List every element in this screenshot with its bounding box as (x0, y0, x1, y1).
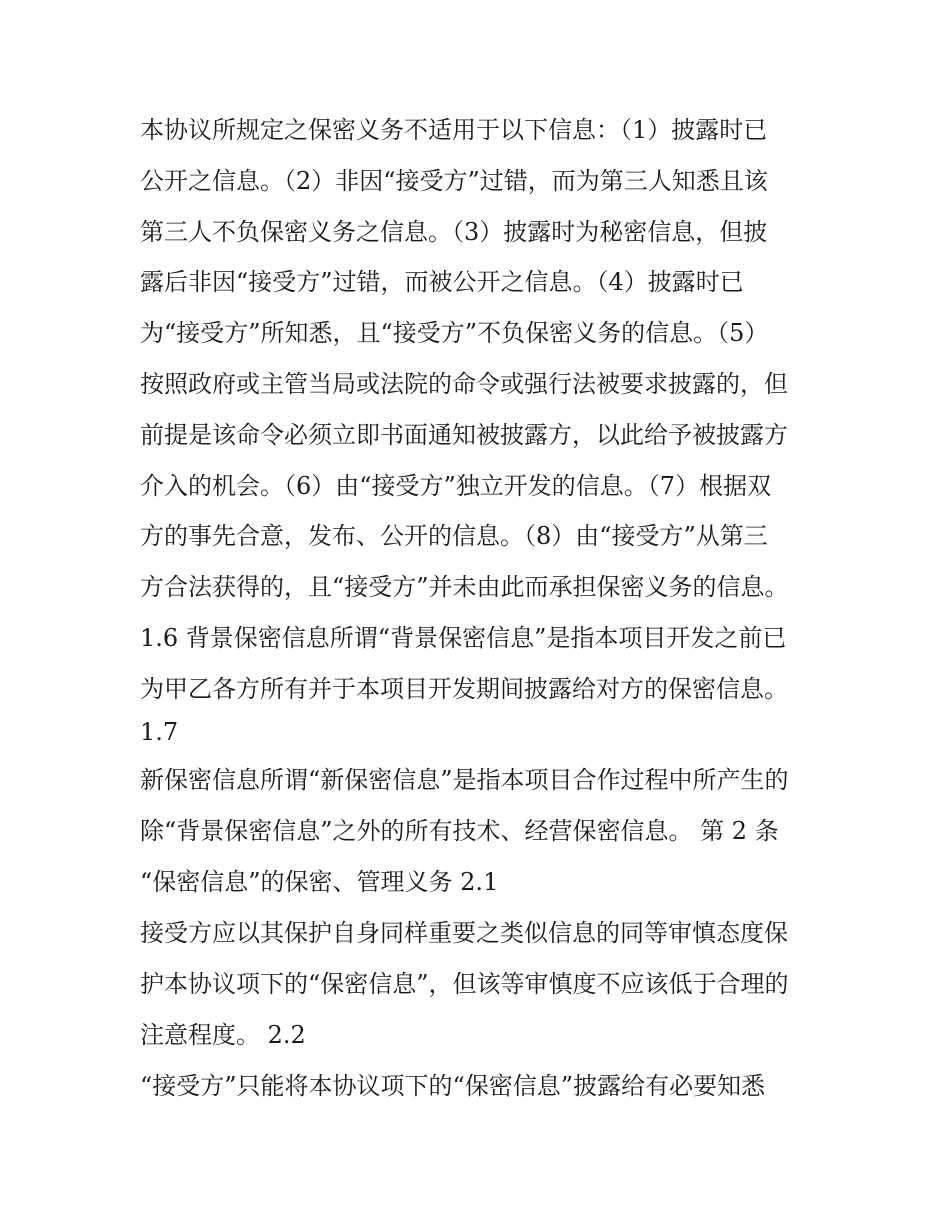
text-line: 接受方应以其保护自身同样重要之类似信息的同等审慎态度保 (140, 919, 788, 947)
text-line: 按照政府或主管当局或法院的命令或强行法被要求披露的，但 (140, 370, 788, 398)
text-line: 1.7 (140, 718, 179, 746)
text-line: “接受方”只能将本协议项下的“保密信息”披露给有必要知悉 (140, 1072, 766, 1100)
text-line: 除“背景保密信息”之外的所有技术、经营保密信息。 第 2 条 (140, 817, 779, 845)
text-line: 方的事先合意，发布、公开的信息。（8）由“接受方”从第三 (140, 522, 768, 550)
text-line: 公开之信息。（2）非因“接受方”过错，而为第三人知悉且该 (140, 167, 768, 195)
text-line: 第三人不负保密义务之信息。（3）披露时为秘密信息，但披 (140, 218, 768, 246)
text-line: 新保密信息所谓“新保密信息”是指本项目合作过程中所产生的 (140, 766, 789, 794)
text-line: 为甲乙各方所有并于本项目开发期间披露给对方的保密信息。 (140, 675, 788, 703)
text-line: 1.6 背景保密信息所谓“背景保密信息”是指本项目开发之前已 (140, 624, 787, 652)
text-line: 为“接受方”所知悉，且“接受方”不负保密义务的信息。（5） (140, 319, 769, 347)
text-line: 护本协议项下的“保密信息”，但该等审慎度不应该低于合理的 (140, 970, 789, 998)
text-line: 露后非因“接受方”过错，而被公开之信息。（4）披露时已 (140, 268, 744, 296)
text-line: 注意程度。 2.2 (140, 1021, 306, 1049)
text-line: 本协议所规定之保密义务不适用于以下信息：（1）披露时已 (140, 116, 768, 144)
text-line: 方合法获得的，且“接受方”并未由此而承担保密义务的信息。 (140, 573, 789, 601)
text-line: 介入的机会。（6）由“接受方”独立开发的信息。（7）根据双 (140, 472, 772, 500)
text-line: 前提是该命令必须立即书面通知被披露方，以此给予被披露方 (140, 421, 788, 449)
text-line: “保密信息”的保密、管理义务 2.1 (140, 868, 499, 896)
